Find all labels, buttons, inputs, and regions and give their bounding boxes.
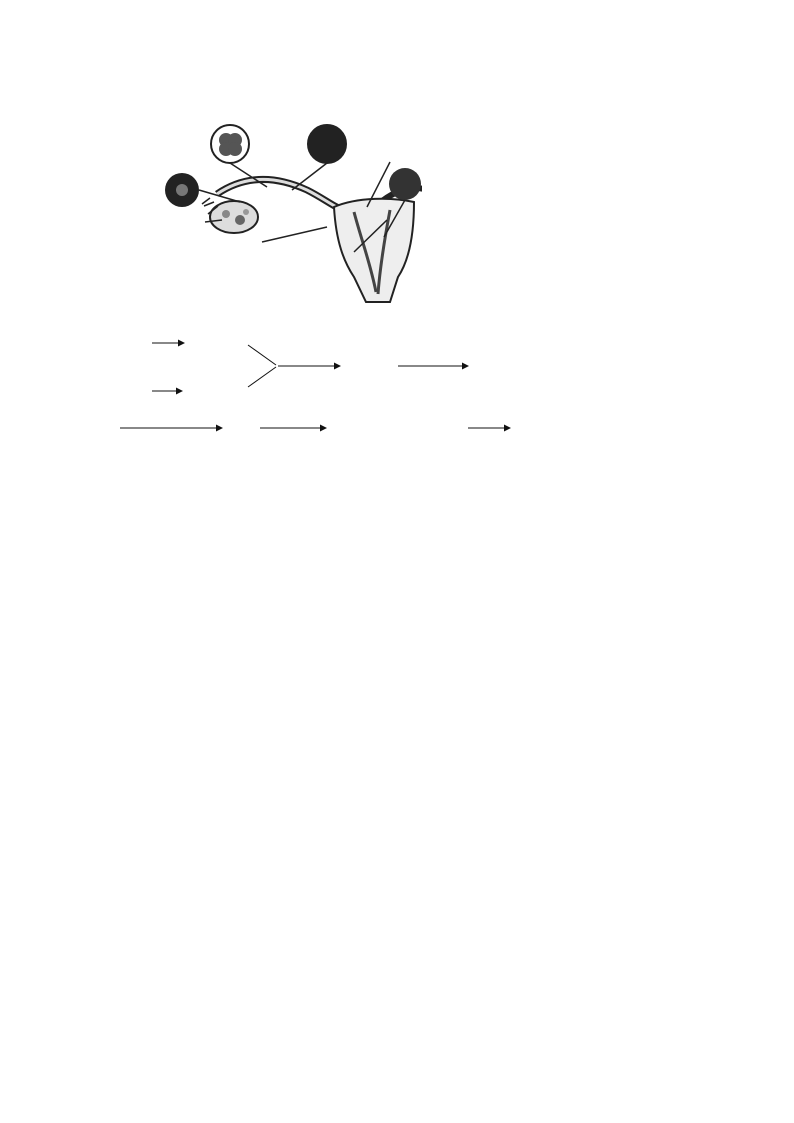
uterus-illustration	[122, 102, 422, 327]
document-page	[118, 96, 678, 466]
reproduction-diagram	[122, 102, 422, 327]
reproduction-flow-diagram	[118, 331, 558, 456]
flow-arrows	[118, 331, 558, 456]
